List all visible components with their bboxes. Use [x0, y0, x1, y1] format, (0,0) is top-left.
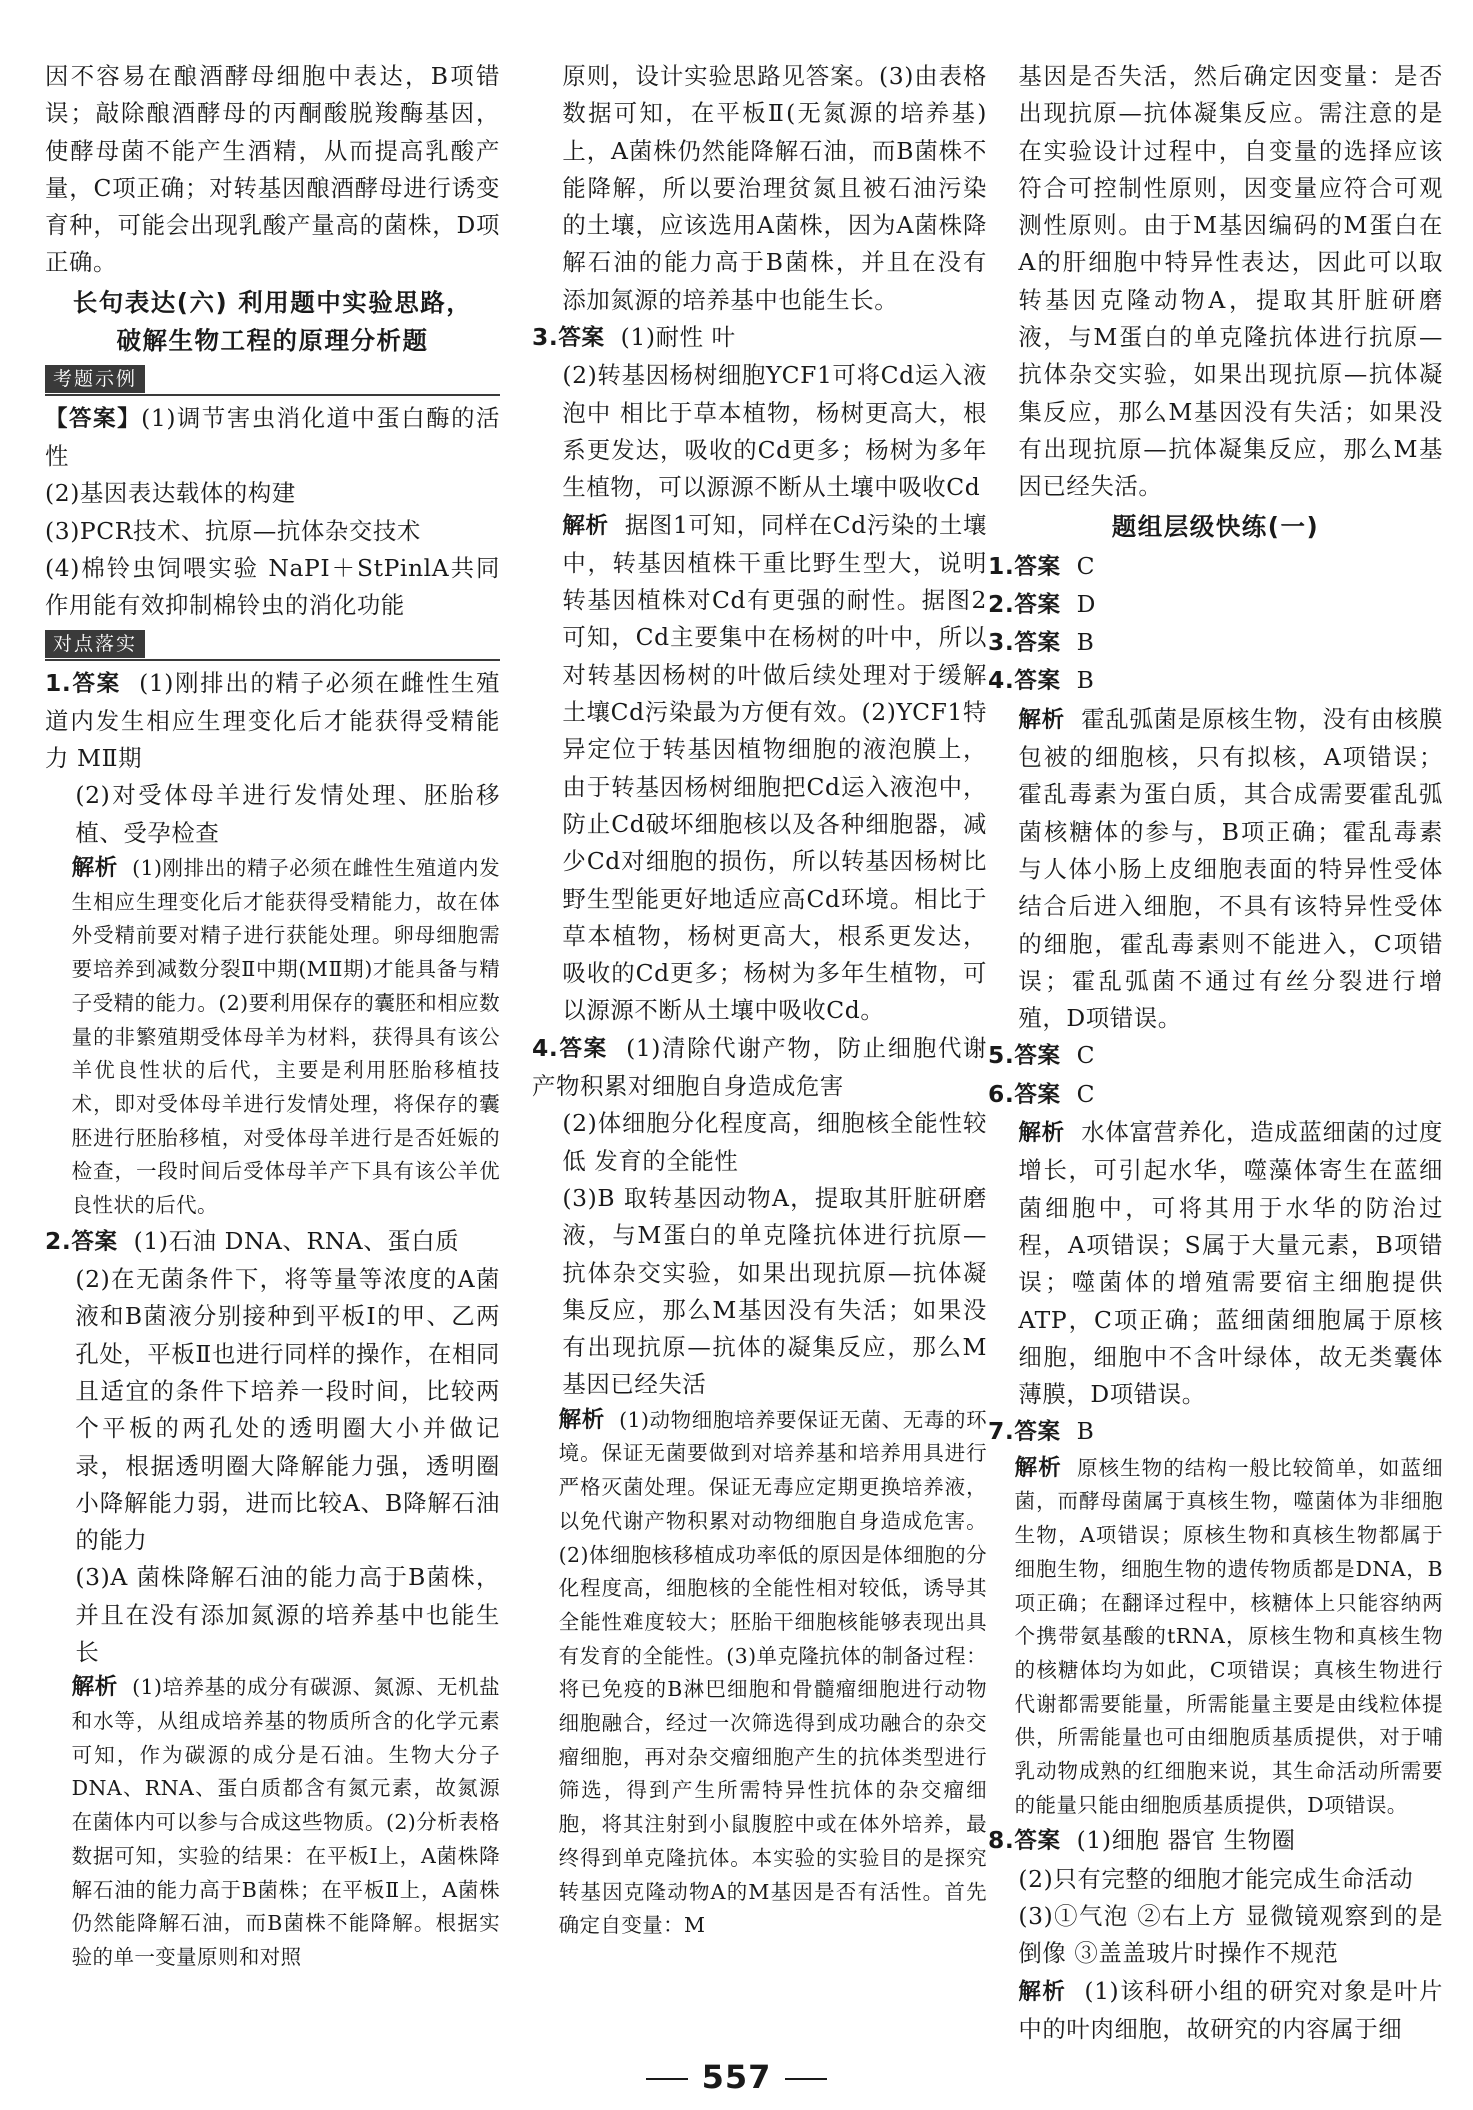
answer-label: 答案 [1014, 1419, 1061, 1446]
question-number: 2. [988, 589, 1015, 618]
answer-label: 答案 [558, 1035, 608, 1062]
question-number: 3. [988, 628, 1015, 657]
analysis-text: 水体富营养化，造成蓝细菌的过度增长，可引起水华，噬藻体寄生在蓝细菌细胞中，可将其用于水华的防治过程，A项错误；S属于大量元素，B项错误；噬菌体的增殖需要宿主细胞提供ATP，C项正确；蓝细菌细胞属于原核细胞，细胞中不含叶绿体，故无类囊体薄膜，D项错误。 [1018, 1118, 1444, 1409]
page-number [0, 2058, 1473, 2096]
column-right [988, 58, 1443, 2048]
paragraph: 基因是否失活，然后确定因变量：是否出现抗原—抗体凝集反应。需注意的是在实验设计过程中，自变量的选择应该符合可控制性原则，因变量应符合可观测性原则。由于M基因编码的M蛋白在A的肝细胞中特异性表达，因此可以取转基因克隆动物A，提取其肝脏研磨液，与M蛋白的单克隆抗体进行抗原—抗体杂交实验，如果出现抗原—抗体凝集反应，那么M基因没有失活；如果没有出现抗原—抗体凝集反应，那么M基因已经失活。 [1018, 62, 1443, 501]
question-number: 6. [988, 1079, 1015, 1108]
answer-value: C [1076, 1079, 1096, 1108]
question-item [988, 662, 1443, 700]
answer-value: B [1076, 628, 1095, 657]
question-number: 1. [988, 551, 1015, 580]
tag-divider [45, 394, 500, 396]
question-number: 2. [45, 1226, 72, 1255]
analysis-label: 解析 [1018, 706, 1065, 733]
analysis-text: (1)培养基的成分有碳源、氮源、无机盐和水等，从组成培养基的物质所含的化学元素可知，作为碳源的成分是石油。生物大分子DNA、RNA、蛋白质都含有氮元素，故氮源在菌体内可以参与合成这些物质。(2)分析表格数据可知，实验的结果：在平板Ⅰ上，A菌株降解石油的能力高于B菌株；在平板Ⅱ上，A菌株仍然能降解石油，而B菌株不能降解。根据实验的单一变量原则和对照 [71, 1675, 500, 1969]
answer-text: (3)①气泡 ②右上方 显微镜观察到的是倒像 ③盖盖玻片时操作不规范 [1018, 1902, 1443, 1968]
analysis-label: 解析 [1014, 1454, 1062, 1481]
answer-value: B [1076, 1417, 1095, 1446]
answer-label: 答案 [71, 1228, 118, 1255]
answer-text: (2)对受体母羊进行发情处理、胚胎移植、受孕检查 [75, 781, 500, 847]
analysis-label: 解析 [1018, 1978, 1067, 2005]
answer-line: (3)PCR技术、抗原—抗体杂交技术 [45, 516, 421, 545]
question-item [988, 1076, 1443, 1114]
answer-label: 答案 [71, 670, 121, 697]
question-number: 4. [988, 666, 1015, 695]
answer-text: (2)在无菌条件下，将等量等浓度的A菌液和B菌液分别接种到平板Ⅰ的甲、乙两孔处，平板Ⅱ也进行同样的操作，在相同且适宜的条件下培养一段时间，比较两个平板的两孔处的透明圈大小并做记录，根据透明圈大降解能力强，透明圈小降解能力弱，进而比较A、B降解石油的能力 [75, 1265, 500, 1555]
answer-text: (2)转基因杨树细胞YCF1可将Cd运入液泡中 相比于草本植物，杨树更高大，根系更发达，吸收的Cd更多；杨树为多年生植物，可以源源不断从土壤中吸收Cd [562, 361, 987, 502]
answer-label: 答案 [1014, 1828, 1061, 1855]
question-item [988, 586, 1443, 624]
answer-text: (2)体细胞分化程度高，细胞核全能性较低 发育的全能性 [562, 1109, 987, 1175]
question-number: 4. [532, 1033, 559, 1062]
section-title-line-2: 破解生物工程的原理分析题 [116, 325, 429, 355]
section-title-line-1: 长句表达(六) 利用题中实验思路， [72, 287, 473, 317]
answer-label: 【答案】 [45, 405, 142, 432]
question-4 [532, 1030, 987, 1106]
page-number-dash [646, 2078, 688, 2080]
question-item [988, 548, 1443, 586]
answer-value: C [1076, 551, 1096, 580]
question-number: 1. [45, 668, 72, 697]
section-title [45, 284, 500, 360]
question-number: 7. [988, 1417, 1015, 1446]
answer-value: D [1076, 589, 1097, 618]
answer-label: 答案 [1014, 591, 1061, 618]
answer-text: (1)刚排出的精子必须在雌性生殖道内发生相应生理变化后才能获得受精能力 MⅡ期 [45, 668, 501, 773]
section-title: 题组层级快练(一) [1111, 511, 1320, 541]
analysis-text: (1)刚排出的精子必须在雌性生殖道内发生相应生理变化后才能获得受精能力，故在体外受精前要对精子进行获能处理。卵母细胞需要培养到减数分裂Ⅱ中期(MⅡ期)才能具备与精子受精的能力。(2)要利用保存的囊胚和相应数量的非繁殖期受体母羊为材料，获得具有该公羊优良性状的后代，主要是利用胚胎移植技术，即对受体母羊进行发情处理，将保存的囊胚进行胚胎移植，对受体母羊进行是否妊娠的检查，一段时间后受体母羊产下具有该公羊优良性状的后代。 [71, 856, 500, 1218]
question-item [988, 1037, 1443, 1075]
answer-text: (1)耐性 叶 [620, 323, 736, 352]
analysis-text: 原核生物的结构一般比较简单，如蓝细菌，而酵母菌属于真核生物，噬菌体为非细胞生物，A项错误；原核生物和真核生物都属于细胞生物，细胞生物的遗传物质都是DNA，B项正确；在翻译过程中，核糖体上只能容纳两个携带氨基酸的tRNA，原核生物和真核生物的核糖体均为如此，C项错误；真核生物进行代谢都需要能量，所需能量主要是由线粒体提供，所需能量也可由细胞质基质提供，对于哺乳动物成熟的红细胞来说，其生命活动所需要的能量只能由细胞质基质提供，D项错误。 [1014, 1455, 1443, 1817]
answer-label: 答案 [1014, 668, 1061, 695]
analysis-label: 解析 [1018, 1120, 1065, 1147]
answer-line: (4)棉铃虫饲喂实验 NaPI＋StPinlA共同作用能有效抑制棉铃虫的消化功能 [45, 553, 500, 620]
paragraph: 原则，设计实验思路见答案。(3)由表格数据可知，在平板Ⅱ(无氮源的培养基)上，A菌株仍然能降解石油，而B菌株不能降解，所以要治理贫氮且被石油污染的土壤，应该选用A菌株，因为A菌株降解石油的能力高于B菌株，并且在没有添加氮源的培养基中也能生长。 [562, 62, 987, 314]
analysis-label: 解析 [71, 855, 118, 882]
answer-text: (1)细胞 器官 生物圈 [1076, 1826, 1296, 1855]
answer-text: (3)A 菌株降解石油的能力高于B菌株，并且在没有添加氮源的培养基中也能生长 [75, 1563, 500, 1667]
answer-text: (3)B 取转基因动物A，提取其肝脏研磨液，与M蛋白的单克隆抗体进行抗原—抗体杂交实验，如果出现抗原—抗体凝集反应，那么M基因没有失活；如果没有出现抗原—抗体的凝集反应，那么M基因已经失活 [562, 1183, 987, 1399]
analysis-label: 解析 [562, 512, 609, 539]
answer-value: C [1076, 1041, 1096, 1070]
answer-label: 答案 [558, 325, 605, 352]
question-3 [532, 319, 987, 357]
answer-label: 答案 [1014, 553, 1061, 580]
question-number: 3. [532, 323, 559, 352]
analysis-text: (1)该科研小组的研究对象是叶片中的叶肉细胞，故研究的内容属于细 [1018, 1976, 1444, 2043]
answer-label: 答案 [1014, 1081, 1061, 1108]
section-tag-practice: 对点落实 [45, 630, 145, 658]
tag-divider [45, 659, 500, 661]
question-2 [45, 1223, 500, 1261]
analysis-label: 解析 [71, 1674, 118, 1701]
section-tag-example: 考题示例 [45, 365, 145, 393]
analysis-label: 解析 [558, 1406, 605, 1433]
answer-label: 答案 [1014, 630, 1061, 657]
answer-line: (2)基因表达载体的构建 [45, 479, 296, 508]
answer-label: 答案 [1014, 1043, 1061, 1070]
answer-text: (1)清除代谢产物，防止细胞代谢产物积累对细胞自身造成危害 [532, 1033, 988, 1101]
page-number-value: 557 [701, 2058, 772, 2096]
paragraph: 因不容易在酿酒酵母细胞中表达，B项错误；敲除酿酒酵母的丙酮酸脱羧酶基因，使酵母菌不能产生酒精，从而提高乳酸产量，C项正确；对转基因酿酒酵母进行诱变育种，可能会出现乳酸产量高的菌株，D项正确。 [45, 62, 500, 277]
question-1 [45, 665, 500, 778]
column-left [45, 58, 500, 1975]
column-middle [532, 58, 987, 1943]
answer-line: (1)调节害虫消化道中蛋白酶的活性 [45, 403, 501, 471]
question-8 [988, 1822, 1443, 1860]
question-number: 5. [988, 1041, 1015, 1070]
answer-value: B [1076, 666, 1095, 695]
answer-text: (1)石油 DNA、RNA、蛋白质 [133, 1226, 460, 1255]
page-number-dash [785, 2078, 827, 2080]
question-item [988, 624, 1443, 662]
analysis-text: 霍乱弧菌是原核生物，没有由核膜包被的细胞核，只有拟核，A项错误；霍乱毒素为蛋白质，其合成需要霍乱弧菌核糖体的参与，B项正确；霍乱毒素与人体小肠上皮细胞表面的特异性受体结合后进入细胞，不具有该特异性受体的细胞，霍乱毒素则不能进入，C项错误；霍乱弧菌不通过有丝分裂进行增殖，D项错误。 [1018, 704, 1444, 1033]
question-item [988, 1413, 1443, 1451]
answer-text: (2)只有完整的细胞才能完成生命活动 [1018, 1864, 1414, 1893]
analysis-text: 据图1可知，同样在Cd污染的土壤中，转基因植株干重比野生型大，说明转基因植株对Cd有更强的耐性。据图2可知，Cd主要集中在杨树的叶中，所以对转基因杨树的叶做后续处理对于缓解土壤Cd污染最为方便有效。(2)YCF1特异定位于转基因植物细胞的液泡膜上，由于转基因杨树细胞把Cd运入液泡中，防止Cd破坏细胞核以及各种细胞器，减少Cd对细胞的损伤，所以转基因杨树比野生型能更好地适应高Cd环境。相比于草本植物，杨树更高大，根系更发达，吸收的Cd更多；杨树为多年生植物，可以源源不断从土壤中吸收Cd。 [562, 510, 988, 1025]
question-number: 8. [988, 1826, 1015, 1855]
analysis-text: (1)动物细胞培养要保证无菌、无毒的环境。保证无菌要做到对培养基和培养用具进行严格灭菌处理。保证无毒应定期更换培养液，以免代谢产物积累对动物细胞自身造成危害。(2)体细胞核移植成功率低的原因是体细胞的分化程度高，细胞核的全能性相对较低，诱导其全能性难度较大；胚胎干细胞核能够表现出具有发育的全能性。(3)单克隆抗体的制备过程：将已免疫的B淋巴细胞和骨髓瘤细胞进行动物细胞融合，经过一次筛选得到成功融合的杂交瘤细胞，再对杂交瘤细胞产生的抗体类型进行筛选，得到产生所需特异性抗体的杂交瘤细胞，将其注射到小鼠腹腔中或在体外培养，最终得到单克隆抗体。本实验的实验目的是探究转基因克隆动物A的M基因是否有活性。首先确定自变量：M [558, 1407, 987, 1938]
